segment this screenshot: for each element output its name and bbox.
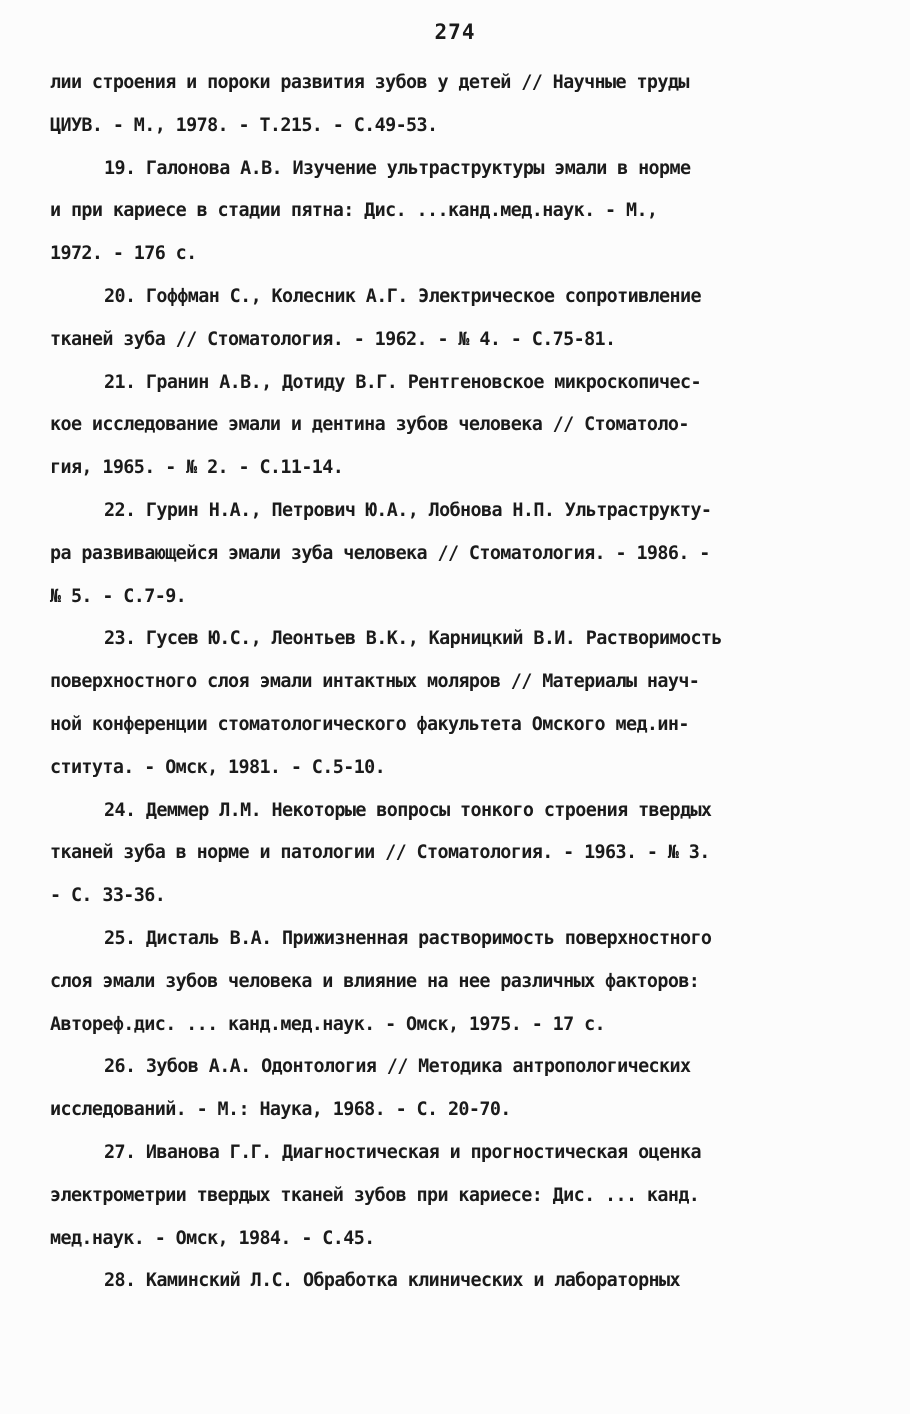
bibliography-line: 24. Деммер Л.М. Некоторые вопросы тонкого строения твердых <box>104 799 712 821</box>
bibliography-line: 1972. - 176 с. <box>50 243 197 265</box>
bibliography-line: тканей зуба // Стоматология. - 1962. - № 4. - С.75-81. <box>50 328 616 350</box>
bibliography-line: ститута. - Омск, 1981. - С.5-10. <box>50 756 386 778</box>
bibliography-line: - С. 33-36. <box>50 885 166 907</box>
bibliography-line: поверхностного слоя эмали интактных моляров // Материалы науч- <box>50 671 700 693</box>
bibliography-line: 28. Каминский Л.С. Обработка клинических и лабораторных <box>104 1270 680 1292</box>
bibliography-line: тканей зуба в норме и патологии // Стоматология. - 1963. - № 3. <box>50 842 710 864</box>
bibliography-line: мед.наук. - Омск, 1984. - С.45. <box>50 1227 375 1249</box>
bibliography-line: лии строения и пороки развития зубов у детей // Научные труды <box>50 72 689 93</box>
bibliography-line: 20. Гоффман С., Колесник А.Г. Электрическое сопротивление <box>104 285 701 307</box>
bibliography-line: № 5. - С.7-9. <box>50 585 187 607</box>
bibliography-line: кое исследование эмали и дентина зубов человека // Стоматоло- <box>50 414 689 436</box>
bibliography-line: ЦИУВ. - М., 1978. - Т.215. - С.49-53. <box>50 114 438 136</box>
bibliography-line: электрометрии твердых тканей зубов при кариесе: Дис. ... канд. <box>50 1184 700 1206</box>
bibliography-line: слоя эмали зубов человека и влияние на нее различных факторов: <box>50 970 700 992</box>
bibliography-line: 21. Гранин А.В., Дотиду В.Г. Рентгеновское микроскопичес- <box>104 371 701 393</box>
page-number: 274 <box>434 20 476 44</box>
bibliography-line: ной конференции стоматологического факультета Омского мед.ин- <box>50 713 689 735</box>
bibliography-line: 19. Галонова А.В. Изучение ультраструктуры эмали в норме <box>104 157 691 179</box>
bibliography-line: 23. Гусев Ю.С., Леонтьев В.К., Карницкий В.И. Растворимость <box>104 628 722 650</box>
bibliography-line: и при кариесе в стадии пятна: Дис. ...канд.мед.наук. - М., <box>50 200 658 222</box>
bibliography-line: 27. Иванова Г.Г. Диагностическая и прогностическая оценка <box>104 1141 701 1163</box>
bibliography-line: исследований. - М.: Наука, 1968. - С. 20-70. <box>50 1099 511 1121</box>
bibliography-line: ра развивающейся эмали зуба человека // Стоматология. - 1986. - <box>50 542 710 564</box>
bibliography-line: 26. Зубов А.А. Одонтология // Методика антропологических <box>104 1056 691 1078</box>
bibliography-list <box>50 62 870 1303</box>
bibliography-line: 25. Дисталь В.А. Прижизненная растворимость поверхностного <box>104 927 712 949</box>
bibliography-line: Автореф.дис. ... канд.мед.наук. - Омск, 1975. - 17 с. <box>50 1013 606 1035</box>
bibliography-line: 22. Гурин Н.А., Петрович Ю.А., Лобнова Н.П. Ультраструкту- <box>104 499 712 521</box>
bibliography-line: гия, 1965. - № 2. - С.11-14. <box>50 457 344 479</box>
